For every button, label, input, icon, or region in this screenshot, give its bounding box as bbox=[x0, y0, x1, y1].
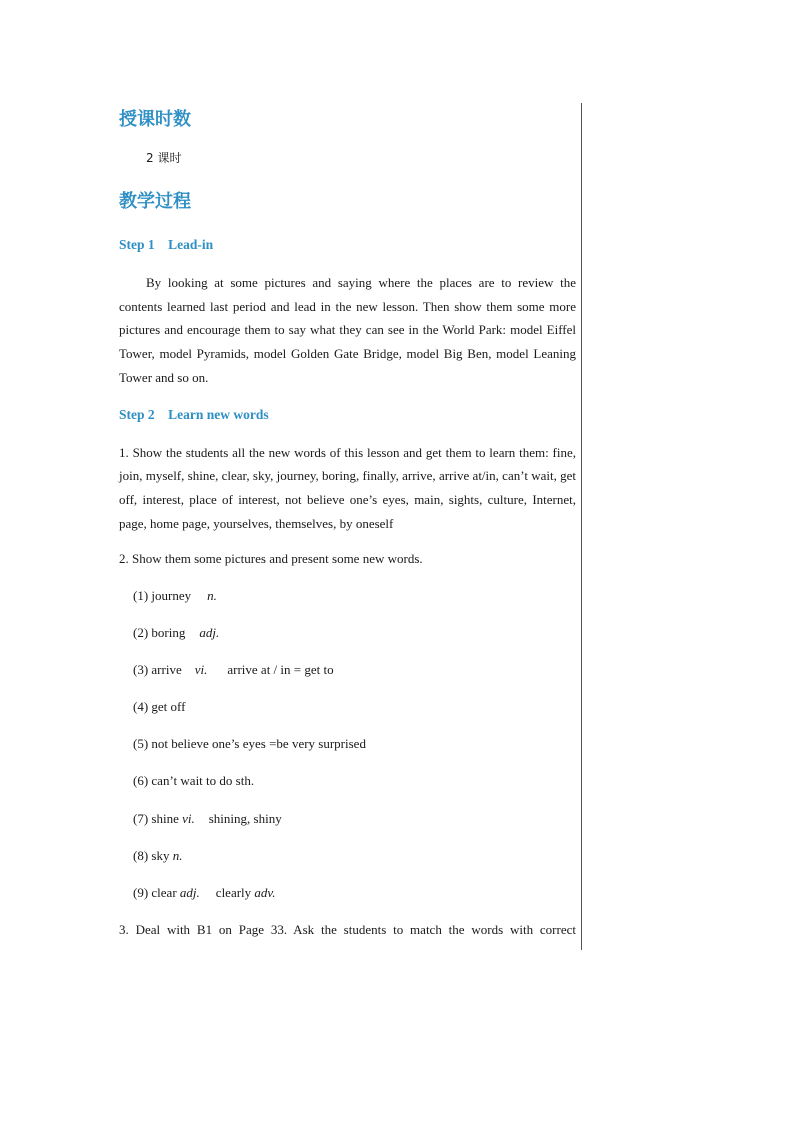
word-journey bbox=[119, 586, 576, 606]
word-text: (7) shine bbox=[133, 811, 179, 827]
step1-heading: Step 1 Lead-in bbox=[119, 237, 214, 252]
word-pos: adj. bbox=[199, 625, 220, 641]
hours-heading: 授课时数 bbox=[119, 109, 191, 130]
word-note: arrive at / in = get to bbox=[227, 662, 334, 678]
word-pos: adj. bbox=[179, 885, 200, 901]
word-pos: n. bbox=[207, 588, 217, 604]
word-get-off: (4) get off bbox=[133, 699, 186, 715]
word-text: (3) arrive bbox=[133, 662, 182, 678]
step2-heading: Step 2 Learn new words bbox=[119, 406, 269, 422]
step1-paragraph: By looking at some pictures and saying where the places are to review the contents learned last period and lead in the new lesson. Then show them some more pictures and encourage them to say what they can see in the World Park: model Eiffel Tower, model Pyramids, model Golden Gate Bridge, model Big Ben, model Leaning Tower and so on. bbox=[119, 275, 576, 385]
word-note: shining, shiny bbox=[208, 811, 282, 827]
hours-value: 2 课时 bbox=[146, 151, 182, 165]
word-not-believe: (5) not believe one’s eyes =be very surprised bbox=[133, 736, 366, 752]
word-clear bbox=[119, 883, 576, 903]
word-text: (1) journey bbox=[133, 588, 192, 604]
lesson-plan-content bbox=[119, 104, 576, 940]
word-text: (9) clear bbox=[133, 885, 177, 901]
step2-item2: 2. Show them some pictures and present some new words. bbox=[119, 551, 423, 567]
table-right-border bbox=[581, 103, 582, 950]
word-sky bbox=[119, 846, 576, 866]
word-text: (8) sky bbox=[133, 848, 170, 864]
word-shine bbox=[119, 809, 576, 829]
word-note: clearly bbox=[215, 885, 252, 901]
step2-item1: 1. Show the students all the new words of this lesson and get them to learn them: fine, join, myself, shine, clear, sky, journey, boring, finally, arrive, arrive at/in, can’t wait, get off, interest, place of interest, not believe one’s eyes, main, sights, culture, Internet, page, home page, yourselves, themselves, by oneself bbox=[119, 444, 576, 531]
process-heading: 教学过程 bbox=[119, 191, 191, 212]
word-arrive bbox=[119, 660, 576, 680]
word-cant-wait: (6) can’t wait to do sth. bbox=[133, 773, 255, 789]
word-note-pos: adv. bbox=[254, 885, 276, 901]
word-pos: vi. bbox=[194, 662, 208, 678]
word-boring bbox=[119, 623, 576, 643]
word-pos: vi. bbox=[182, 811, 195, 827]
word-text: (2) boring bbox=[133, 625, 186, 641]
step2-item3: 3. Deal with B1 on Page 33. Ask the students to match the words with correct bbox=[119, 922, 576, 938]
word-pos: n. bbox=[172, 848, 183, 864]
